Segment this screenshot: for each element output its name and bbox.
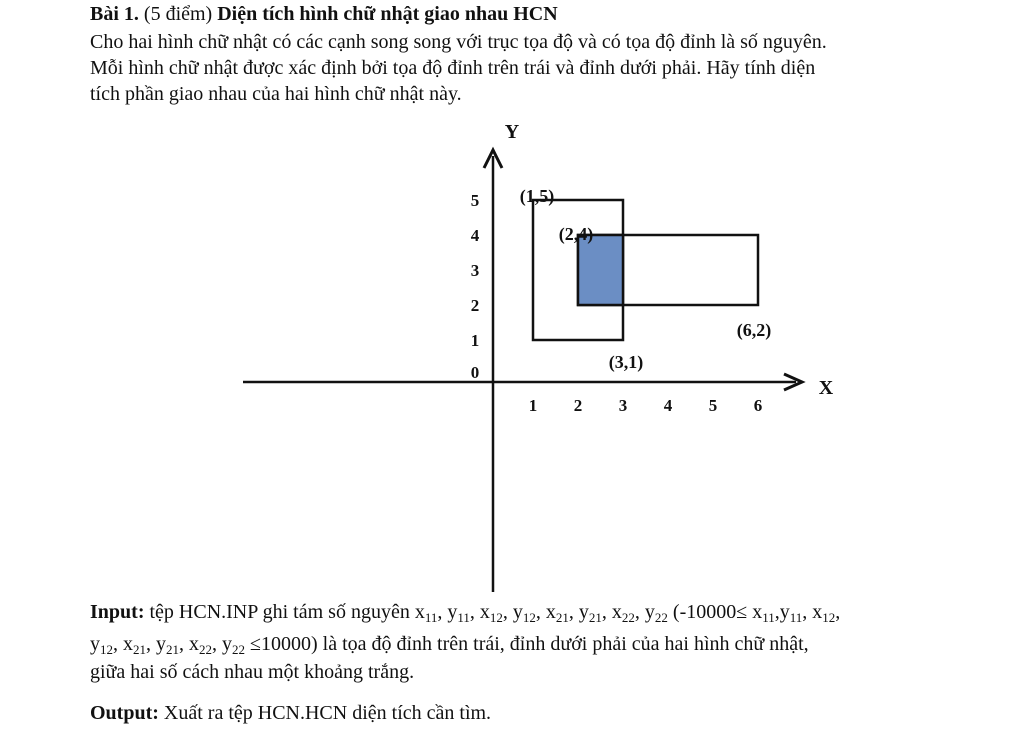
subscript: 12 [822, 610, 836, 625]
x-tick-label: 6 [753, 396, 763, 415]
subscript: 22 [621, 610, 635, 625]
subscript: 22 [199, 642, 212, 657]
x-tick-labels [529, 396, 763, 415]
input-line1 [90, 600, 840, 624]
input-text: , x [802, 601, 823, 623]
intersection-area [578, 235, 623, 305]
input-text: , x [469, 601, 490, 623]
problem-points: (5 điểm) [143, 3, 213, 25]
subscript: 22 [654, 610, 668, 625]
y-tick-label: 0 [470, 363, 480, 382]
problem-description-line2: Mỗi hình chữ nhật được xác định bởi tọa độ đỉnh trên trái và đỉnh dưới phải. Hãy tính diện [90, 57, 816, 79]
subscript: 12 [100, 642, 113, 657]
input-text: , x [535, 601, 556, 623]
input-text: , x [601, 601, 622, 623]
input-text: , y [146, 633, 166, 655]
y-tick-label: 5 [470, 191, 480, 210]
input-text: , y [568, 601, 589, 623]
input-line3: giữa hai số cách nhau một khoảng trắng. [90, 661, 415, 683]
output-line [90, 701, 491, 725]
input-text: , x [179, 633, 199, 655]
x-tick-label: 3 [618, 396, 628, 415]
problem-description-line3: tích phần giao nhau của hai hình chữ nhật này. [90, 83, 462, 105]
input-text: (-10000≤ x [667, 601, 763, 623]
y-tick-label: 2 [470, 296, 480, 315]
input-label: Input: [90, 601, 145, 623]
subscript: 12 [522, 610, 536, 625]
output-text: Xuất ra tệp HCN.HCN diện tích cần tìm. [158, 702, 492, 724]
x-tick-label: 4 [663, 396, 673, 415]
subscript: 22 [232, 642, 245, 657]
input-text: y [90, 633, 100, 655]
y-tick-labels [471, 191, 480, 382]
input-text: , y [212, 633, 232, 655]
problem-number: Bài 1. [90, 3, 139, 25]
subscript: 21 [555, 610, 569, 625]
output-label: Output: [90, 702, 159, 724]
input-text: ,y [774, 601, 790, 623]
label-r2-bottom-right: (6,2) [736, 320, 772, 340]
subscript: 21 [588, 610, 602, 625]
label-r1-bottom-right: (3,1) [608, 352, 644, 372]
input-text: , y [502, 601, 523, 623]
input-text: tệp HCN.INP ghi tám số nguyên x [144, 601, 425, 623]
x-axis-label: X [818, 377, 834, 399]
subscript: 11 [789, 610, 803, 625]
subscript: 11 [762, 610, 775, 625]
input-text: , [835, 601, 841, 623]
x-tick-label: 1 [528, 396, 538, 415]
problem-description-line1: Cho hai hình chữ nhật có các cạnh song song với trục tọa độ và có tọa độ đỉnh là số nguyên. [90, 31, 827, 53]
y-tick-label: 4 [470, 226, 480, 245]
y-tick-label: 3 [470, 261, 480, 280]
subscript: 11 [457, 610, 470, 625]
x-tick-label: 5 [708, 396, 718, 415]
input-text: , y [634, 601, 655, 623]
label-r2-top-left: (2,4) [558, 224, 594, 244]
subscript: 12 [489, 610, 503, 625]
problem-name: Diện tích hình chữ nhật giao nhau HCN [217, 3, 558, 25]
input-line2 [90, 632, 809, 656]
subscript: 11 [424, 610, 438, 625]
input-text: ≤10000) là tọa độ đỉnh trên trái, đỉnh dưới phải của hai hình chữ nhật, [245, 633, 809, 655]
subscript: 21 [166, 642, 179, 657]
y-tick-label: 1 [470, 331, 480, 350]
label-r1-top-left: (1,5) [519, 186, 555, 206]
x-tick-label: 2 [573, 396, 583, 415]
input-text: , y [437, 601, 458, 623]
y-axis-label: Y [504, 121, 520, 143]
subscript: 21 [133, 642, 146, 657]
input-text: , x [113, 633, 133, 655]
